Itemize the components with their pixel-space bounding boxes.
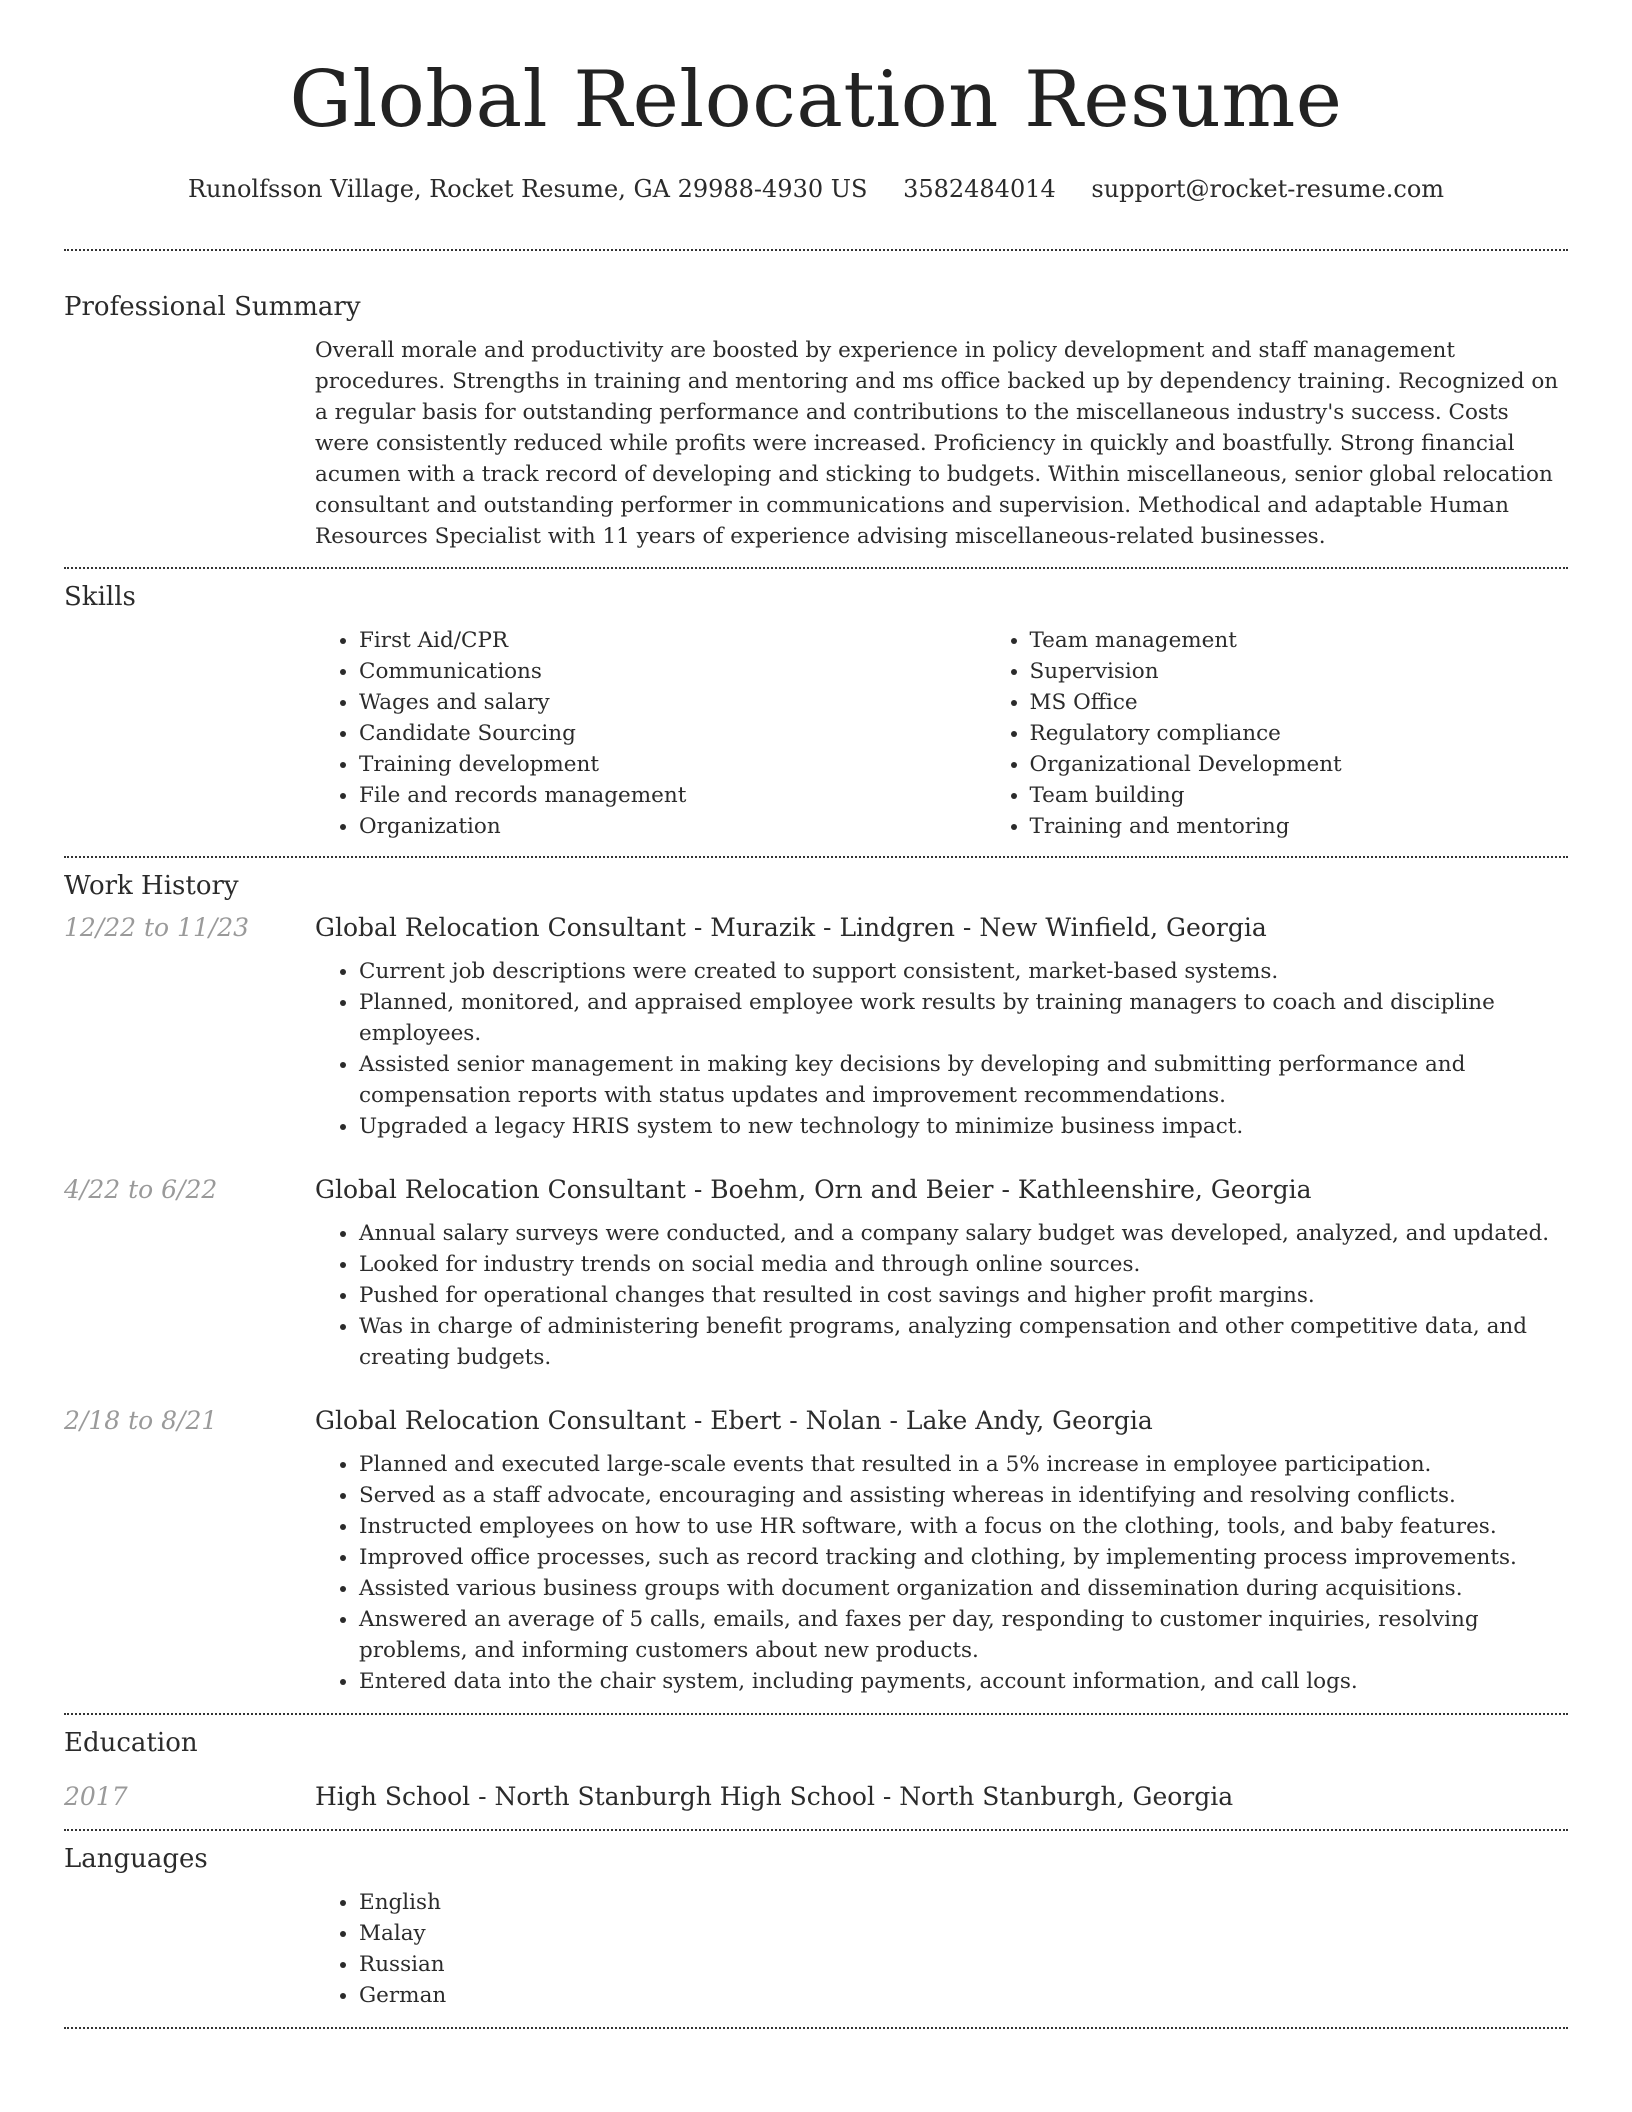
job-entry xyxy=(64,1405,1568,1697)
skill-item: • Organization xyxy=(359,811,986,842)
job-bullet: • Current job descriptions were created to support consistent, market-based systems. xyxy=(359,956,1568,987)
skills-section xyxy=(64,581,1568,842)
skill-item: • Organizational Development xyxy=(1030,749,1632,780)
job-heading: Global Relocation Consultant - Boehm, Orn and Beier - Kathleenshire, Georgia xyxy=(315,1175,1312,1204)
language-item: • English xyxy=(359,1887,1568,1918)
divider xyxy=(64,1713,1568,1715)
job-bullet: • Was in charge of administering benefit programs, analyzing compensation and other competitive data, and creating budgets. xyxy=(359,1311,1568,1373)
skill-item: • Team management xyxy=(1030,625,1632,656)
job-bullet: • Assisted various business groups with document organization and dissemination during acquisitions. xyxy=(359,1573,1568,1604)
skill-item: • Wages and salary xyxy=(359,687,986,718)
skill-item: • Communications xyxy=(359,656,986,687)
summary-text: Overall morale and productivity are boosted by experience in policy development and staff management procedures. Strengths in training and mentoring and ms office backed up by dependency training. Recognized on a regular basis for outstanding performance and contributions to the miscellaneous industry's success. Costs were consistently reduced while profits were increased. Proficiency in quickly and boastfully. Strong financial acumen with a track record of developing and sticking to budgets. Within miscellaneous, senior global relocation consultant and outstanding performer in communications and supervision. Methodical and adaptable Human Resources Specialist with 11 years of experience advising miscellaneous-related businesses. xyxy=(315,338,1559,549)
skill-item: • Training and mentoring xyxy=(1030,811,1632,842)
contact-address: Runolfsson Village, Rocket Resume, GA 29988-4930 US xyxy=(187,175,868,203)
skill-item: • Regulatory compliance xyxy=(1030,718,1632,749)
skills-heading: Skills xyxy=(64,582,136,612)
divider xyxy=(64,1829,1568,1831)
job-bullet: • Planned, monitored, and appraised employee work results by training managers to coach and discipline employees. xyxy=(359,987,1568,1049)
education-section xyxy=(64,1727,1568,1813)
job-dates: 2/18 to 8/21 xyxy=(64,1406,218,1435)
job-bullet: • Looked for industry trends on social media and through online sources. xyxy=(359,1249,1568,1280)
skills-list-left xyxy=(315,625,986,842)
skill-item: • First Aid/CPR xyxy=(359,625,986,656)
job-dates: 4/22 to 6/22 xyxy=(64,1175,218,1204)
language-item: • German xyxy=(359,1980,1568,2011)
contact-line xyxy=(64,174,1568,204)
work-history-heading: Work History xyxy=(64,871,239,901)
divider xyxy=(64,249,1568,251)
skill-item: • Candidate Sourcing xyxy=(359,718,986,749)
languages-heading: Languages xyxy=(64,1844,208,1874)
language-item: • Malay xyxy=(359,1918,1568,1949)
job-heading: Global Relocation Consultant - Murazik - Lindgren - New Winfield, Georgia xyxy=(315,913,1267,942)
divider xyxy=(64,567,1568,569)
contact-email: support@rocket-resume.com xyxy=(1091,175,1445,203)
language-item: • Russian xyxy=(359,1949,1568,1980)
job-bullets xyxy=(315,956,1568,1142)
skill-item: • MS Office xyxy=(1030,687,1632,718)
divider xyxy=(64,856,1568,858)
job-entry xyxy=(64,1174,1568,1373)
skills-list-right xyxy=(986,625,1632,842)
job-bullets xyxy=(315,1218,1568,1373)
skill-item: • File and records management xyxy=(359,780,986,811)
divider xyxy=(64,2027,1568,2029)
skill-item: • Team building xyxy=(1030,780,1632,811)
education-heading: Education xyxy=(64,1728,198,1758)
job-bullet: • Answered an average of 5 calls, emails, and faxes per day, responding to customer inquiries, resolving problems, and informing customers about new products. xyxy=(359,1604,1568,1666)
job-bullet: • Annual salary surveys were conducted, and a company salary budget was developed, analyzed, and updated. xyxy=(359,1218,1568,1249)
skill-item: • Supervision xyxy=(1030,656,1632,687)
skill-item: • Training development xyxy=(359,749,986,780)
languages-section xyxy=(64,1843,1568,2011)
job-heading: Global Relocation Consultant - Ebert - Nolan - Lake Andy, Georgia xyxy=(315,1406,1153,1435)
job-bullet: • Improved office processes, such as record tracking and clothing, by implementing process improvements. xyxy=(359,1542,1568,1573)
work-history-section xyxy=(64,870,1568,1697)
job-bullet: • Entered data into the chair system, including payments, account information, and call logs. xyxy=(359,1666,1568,1697)
education-heading-line: High School - North Stanburgh High School - North Stanburgh, Georgia xyxy=(315,1782,1234,1811)
job-bullets xyxy=(315,1449,1568,1697)
job-bullet: • Pushed for operational changes that resulted in cost savings and higher profit margins. xyxy=(359,1280,1568,1311)
job-bullet: • Instructed employees on how to use HR software, with a focus on the clothing, tools, and baby features. xyxy=(359,1511,1568,1542)
summary-heading: Professional Summary xyxy=(64,292,361,322)
education-year: 2017 xyxy=(64,1782,128,1811)
contact-phone: 3582484014 xyxy=(903,175,1056,203)
job-bullet: • Upgraded a legacy HRIS system to new technology to minimize business impact. xyxy=(359,1111,1568,1142)
job-bullet: • Assisted senior management in making key decisions by developing and submitting performance and compensation reports with status updates and improvement recommendations. xyxy=(359,1049,1568,1111)
resume-title: Global Relocation Resume xyxy=(289,55,1343,145)
job-bullet: • Served as a staff advocate, encouraging and assisting whereas in identifying and resolving conflicts. xyxy=(359,1480,1568,1511)
job-entry xyxy=(64,912,1568,1142)
job-bullet: • Planned and executed large-scale events that resulted in a 5% increase in employee participation. xyxy=(359,1449,1568,1480)
summary-section xyxy=(64,291,1568,552)
job-dates: 12/22 to 11/23 xyxy=(64,913,250,942)
languages-list xyxy=(315,1887,1568,2011)
skills-columns xyxy=(315,625,1568,842)
